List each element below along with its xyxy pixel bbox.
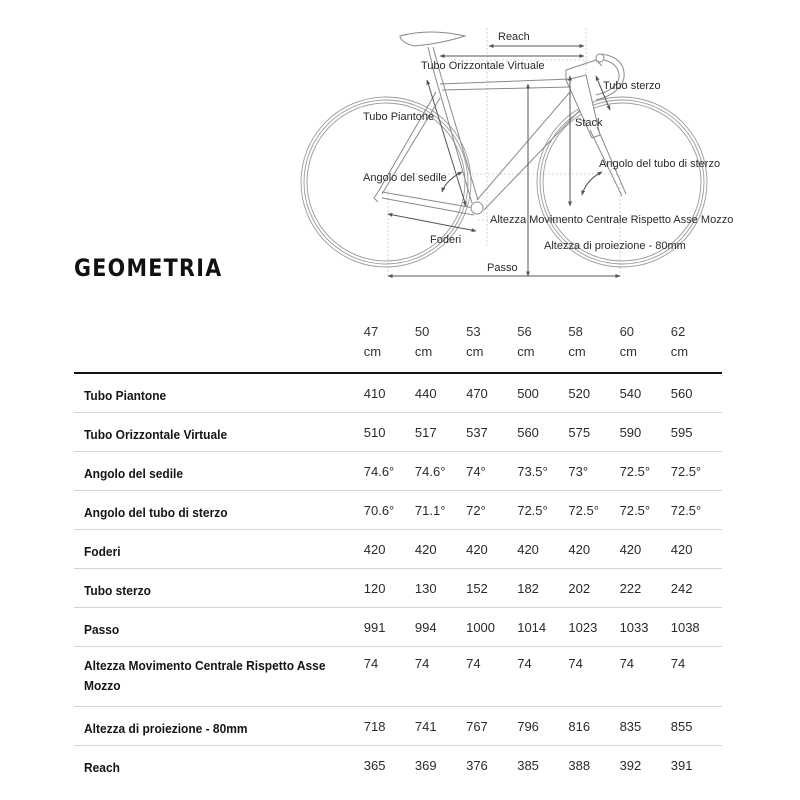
cell-value: 560	[517, 424, 539, 440]
cell-value: 767	[466, 718, 488, 734]
cell-value: 1014	[517, 619, 547, 635]
cell-value: 718	[363, 718, 386, 734]
cell-value: 73°	[568, 463, 589, 479]
size-header: 56 cm	[517, 324, 535, 359]
cell-value: 540	[619, 386, 642, 401]
row-label	[74, 451, 364, 490]
table-row	[74, 646, 722, 706]
cell-value: 74	[517, 655, 532, 671]
row-label-text: Foderi	[84, 543, 121, 559]
page-title: GEOMETRIA	[74, 254, 223, 282]
label-stack: Stack	[575, 117, 603, 129]
cell-value: 72.5°	[670, 463, 702, 479]
cell-value: 74.6°	[414, 463, 446, 479]
cell-value: 72.5°	[619, 502, 651, 518]
row-label	[74, 490, 364, 529]
cell-value: 590	[619, 424, 642, 440]
cell-value: 741	[414, 718, 437, 734]
cell-value: 74°	[466, 463, 486, 479]
cell-value: 72.5°	[619, 463, 651, 479]
cell-value: 242	[670, 580, 693, 596]
cell-value: 120	[363, 580, 386, 596]
cell-value: 202	[568, 580, 591, 596]
size-header: 60 cm	[619, 324, 637, 359]
label-bb-drop: Altezza Movimento Centrale Rispetto Asse Mozzo	[490, 214, 734, 226]
label-seat-angle: Angolo del sedile	[363, 172, 447, 184]
cell-value: 222	[619, 580, 642, 596]
cell-value: 440	[414, 386, 437, 401]
cell-value: 392	[619, 757, 642, 773]
cell-value: 991	[363, 619, 386, 635]
row-label	[74, 706, 364, 745]
row-label	[74, 412, 364, 451]
row-label	[74, 607, 364, 646]
cell-value: 376	[466, 757, 488, 773]
cell-value: 420	[414, 541, 437, 557]
cell-value: 385	[517, 757, 539, 773]
cell-value: 74	[414, 655, 430, 671]
table-row	[74, 607, 722, 646]
cell-value: 74.6°	[363, 463, 395, 479]
row-label-text: Angolo del tubo di sterzo	[84, 504, 228, 520]
size-header: 58 cm	[568, 324, 586, 359]
row-label-text: Passo	[84, 621, 120, 637]
head-angle-arrow	[582, 172, 602, 195]
cell-value: 520	[568, 386, 591, 401]
cell-value: 517	[414, 424, 437, 440]
chainstay-arrow	[388, 214, 476, 231]
table-row	[74, 373, 722, 412]
cell-value: 510	[363, 424, 386, 440]
cell-value: 71.1°	[414, 502, 446, 518]
cell-value: 72.5°	[568, 502, 599, 518]
cell-value: 74	[670, 655, 686, 671]
cell-value: 835	[619, 718, 642, 734]
row-label-text: Tubo Orizzontale Virtuale	[84, 426, 228, 442]
cell-value: 369	[414, 757, 437, 773]
row-label	[74, 373, 364, 412]
geometry-table	[74, 318, 722, 784]
cell-value: 74	[363, 655, 379, 671]
cell-value: 365	[363, 757, 386, 773]
size-header: 62 cm	[670, 324, 689, 359]
cell-value: 1023	[568, 619, 598, 635]
table-row	[74, 706, 722, 745]
label-head-angle: Angolo del tubo di sterzo	[599, 158, 721, 170]
cell-value: 420	[466, 541, 488, 557]
header-blank	[74, 318, 364, 373]
row-label	[74, 646, 364, 706]
cell-value: 182	[517, 580, 539, 596]
label-wheelbase: Passo	[487, 262, 518, 274]
cell-value: 420	[517, 541, 539, 557]
cell-value: 72.5°	[517, 502, 548, 518]
cell-value: 1033	[619, 619, 649, 635]
table-row	[74, 412, 722, 451]
row-label-text: Angolo del sedile	[84, 465, 184, 481]
cell-value: 73.5°	[517, 463, 548, 479]
cell-value: 70.6°	[363, 502, 395, 518]
cell-value: 500	[517, 386, 539, 401]
cell-value: 72°	[466, 502, 486, 518]
row-label	[74, 745, 364, 784]
label-chainstay: Foderi	[430, 234, 462, 246]
cell-value: 537	[466, 424, 488, 440]
cell-value: 152	[466, 580, 488, 596]
cell-value: 796	[517, 718, 539, 734]
row-label-text: Altezza di proiezione - 80mm	[84, 720, 248, 736]
table-row	[74, 745, 722, 784]
row-label	[74, 568, 364, 607]
cell-value: 575	[568, 424, 591, 440]
cell-value: 1000	[466, 619, 496, 635]
label-reach: Reach	[498, 31, 530, 43]
cell-value: 816	[568, 718, 591, 734]
table-row	[74, 451, 722, 490]
cell-value: 74	[466, 655, 481, 671]
seat-tube-arrow	[427, 80, 466, 206]
row-label-text: Tubo sterzo	[84, 582, 151, 598]
table-row	[74, 490, 722, 529]
cell-value: 391	[670, 757, 693, 773]
cell-value: 388	[568, 757, 591, 773]
label-head-tube: Tubo sterzo	[603, 80, 661, 92]
cell-value: 560	[670, 386, 693, 401]
size-header: 47 cm	[363, 324, 382, 359]
geometry-table-body	[74, 373, 722, 784]
label-top-tube: Tubo Orizzontale Virtuale	[421, 60, 545, 72]
cell-value: 855	[670, 718, 693, 734]
table-row	[74, 568, 722, 607]
row-label-text: Tubo Piantone	[84, 388, 167, 403]
cell-value: 470	[466, 386, 488, 401]
table-row	[74, 529, 722, 568]
label-projection-height: Altezza di proiezione - 80mm	[544, 240, 686, 252]
cell-value: 420	[568, 541, 591, 557]
cell-value: 595	[670, 424, 693, 440]
cell-value: 420	[363, 541, 386, 557]
cell-value: 72.5°	[670, 502, 702, 518]
cell-value: 74	[619, 655, 635, 671]
cell-value: 420	[670, 541, 693, 557]
cell-value: 410	[363, 386, 386, 401]
row-label-text: Reach	[84, 759, 120, 775]
bike-geometry-svg	[290, 20, 750, 290]
cell-value: 994	[414, 619, 437, 635]
row-label-text: Altezza Movimento Centrale Rispetto Asse Mozzo	[84, 657, 326, 693]
cell-value: 74	[568, 655, 583, 671]
cell-value: 1038	[670, 619, 700, 635]
size-header: 50 cm	[414, 324, 433, 359]
cell-value: 130	[414, 580, 437, 596]
size-header-row	[74, 318, 722, 373]
size-header: 53 cm	[466, 324, 484, 359]
bike-geometry-diagram	[290, 20, 750, 290]
row-label	[74, 529, 364, 568]
cell-value: 420	[619, 541, 642, 557]
label-seat-tube: Tubo Piantone	[363, 111, 435, 123]
